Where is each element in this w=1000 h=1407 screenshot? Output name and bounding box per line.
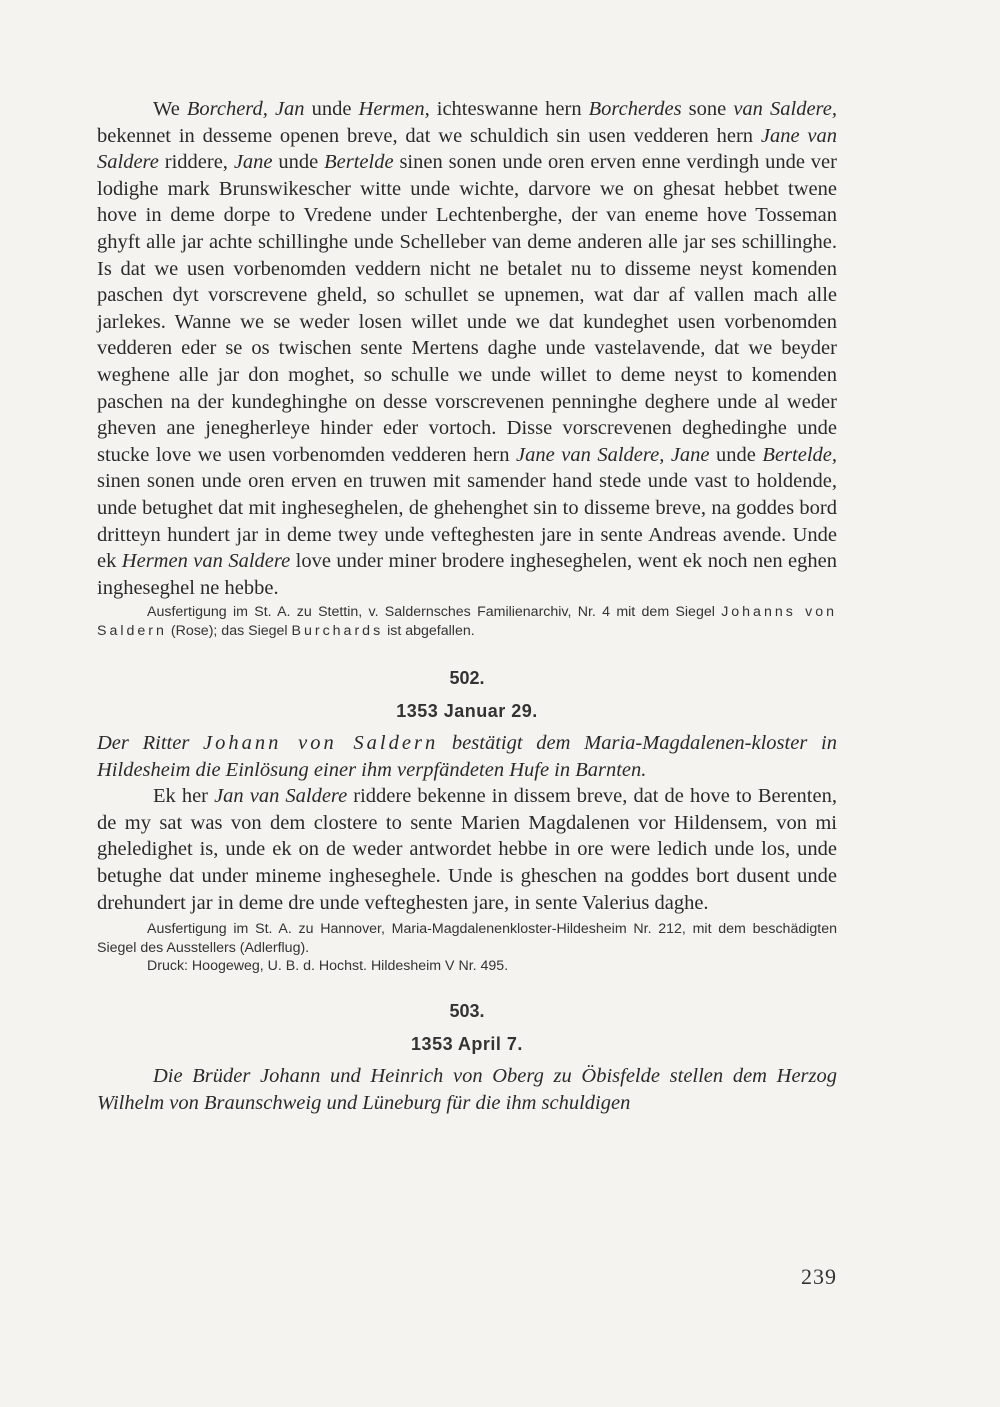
document-502-text: Ek her Jan van Saldere riddere bekenne in dissem breve, dat de hove to Berenten, de my sat was von dem clostere to sente Marien Magdalenen vor Hildensem, von mi gheledighet is, unde ek on de weder antwordet hebbe in ore were ledich unde los, unde betughe dat under mineme ingheseghele. Unde is gheschen na goddes bort dusent unde drehundert jar in deme dre unde vefteghesten jare, in sente Valerius daghe.	[97, 785, 837, 914]
page-number: 239	[801, 1264, 837, 1289]
document-501-text: We Borcherd, Jan unde Hermen, ichteswanne hern Borcherdes sone van Saldere, bekennet in desseme openen breve, dat we schuldich sin usen vedderen hern Jane van Saldere riddere, Jane unde Bertelde sinen sonen unde oren erven enne verdingh unde ver lodighe mark Brunswikescher witte unde wichte, darvore we on ghesat hebbet twene hove in deme dorpe to Vredene under Lechtenberghe, der van eneme hove Tosseman ghyft alle jar achte schillinghe unde Schelleber van deme anderen alle jar ses schillinghe. Is dat we usen vorbenomden veddern nicht ne betalet nu to disseme neyst komenden paschen dyt vorscrevene gheld, so schullet se upnemen, wat dar af vallen mach alle jarlekes. Wanne we se weder losen willet unde we dat kundeghet usen vorbenomden vedderen eder se os twischen sente Mertens daghe unde vastelavende, dat we beyder weghene alle jar don moghet, so schulle we unde willet to deme neyst to komenden paschen na der kundeghinghe on desse vorscrevenen penninghe deghere unde al weder gheven ane jenegherleye hinder eder vortoch. Disse vorscrevenen deghedinghe unde stucke love we usen vorbenomden vedderen hern Jane van Saldere, Jane unde Bertelde, sinen sonen unde oren erven en truwen mit samender hand stede unde vast to holdende, unde betughet dat mit ingheseghelen, de ghehenghet sin to disseme breve, na goddes bord dritteyn hundert jar in deme twey unde vefteghesten jare in sente Andreas avende. Unde ek Hermen van Saldere love under miner brodere ingheseghelen, went ek noch nen eghen ingheseghel ne hebbe.	[97, 98, 838, 599]
document-503-date: 1353 April 7.	[411, 1034, 523, 1055]
page-content	[97, 96, 837, 1117]
document-501-source-note: Ausfertigung im St. A. zu Stettin, v. Saldernsches Familienarchiv, Nr. 4 mit dem Siegel Johanns von Saldern (Rose); das Siegel Burchards ist abgefallen.	[97, 604, 837, 639]
document-503-regest: Die Brüder Johann und Heinrich von Oberg zu Öbisfelde stellen dem Herzog Wilhelm von Braunschweig und Lüneburg für die ihm schuldigen	[97, 1065, 837, 1115]
document-503-number: 503.	[449, 1001, 485, 1022]
document-502-source-note: Ausfertigung im St. A. zu Hannover, Maria-Magdalenenkloster-Hildesheim Nr. 212, mit dem beschädigten Siegel des Ausstellers (Adlerflug).	[97, 921, 837, 956]
document-502-date: 1353 Januar 29.	[396, 701, 538, 722]
document-502-number: 502.	[449, 668, 485, 689]
document-502-print-note: Druck: Hoogeweg, U. B. d. Hochst. Hildesheim V Nr. 495.	[147, 958, 509, 975]
document-502-regest: Der Ritter Johann von Saldern bestätigt dem Maria-Magdalenen-kloster in Hildesheim die Einlösung einer ihm verpfändeten Hufe in Barnten.	[97, 732, 837, 781]
